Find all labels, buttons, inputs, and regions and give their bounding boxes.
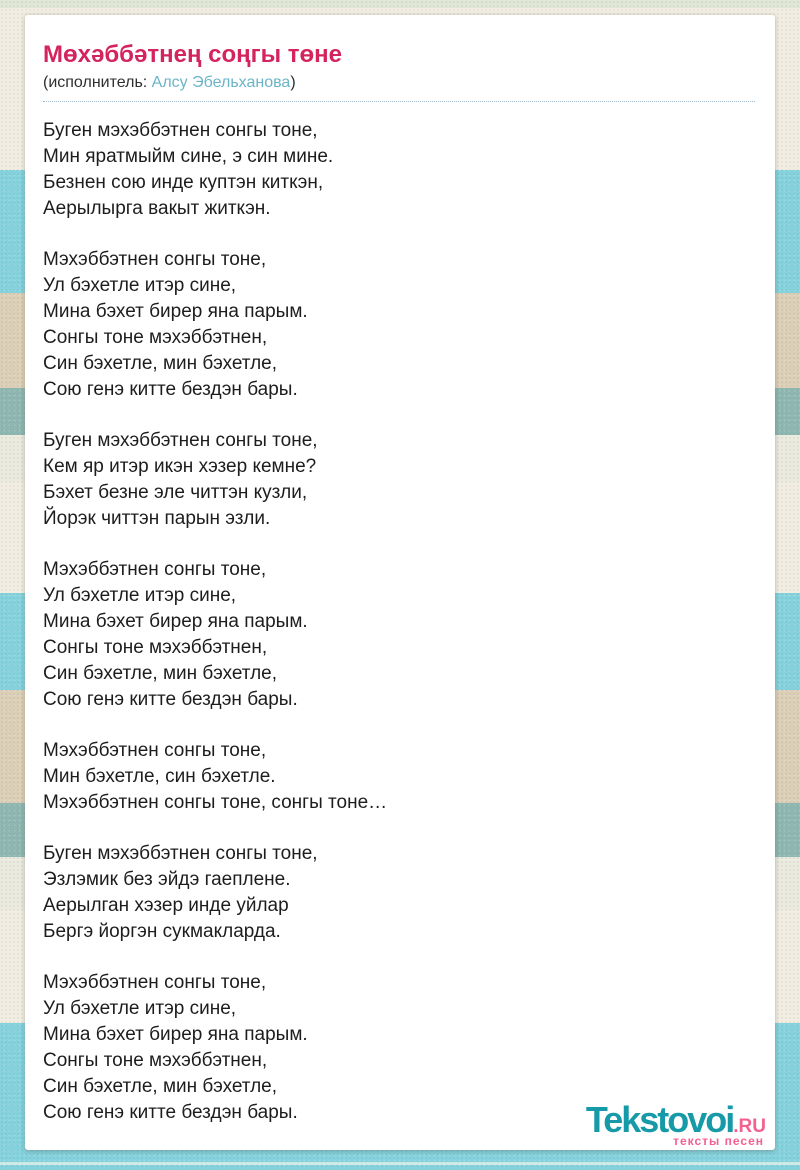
lyrics-text	[43, 118, 755, 1126]
lyrics-stanza: Буген мэхэббэтнен сонгы тоне, Мин яратмыйм сине, э син мине. Безнен сою инде куптэн киткэн, Аерылырга вакыт житкэн.	[43, 119, 334, 219]
lyrics-panel	[25, 15, 775, 1150]
site-logo-domain: .RU	[733, 1116, 766, 1137]
bottom-divider-line	[0, 1162, 800, 1165]
artist-label: (исполнитель:	[43, 73, 152, 91]
lyrics-stanza: Мэхэббэтнен сонгы тоне, Мин бэхетле, син бэхетле. Мэхэббэтнен сонгы тоне, сонгы тоне…	[43, 739, 388, 813]
lyrics-stanza: Мэхэббэтнен сонгы тоне, Ул бэхетле итэр сине, Мина бэхет бирер яна парым. Сонгы тоне мэхэббэтнен, Син бэхетле, мин бэхетле, Сою генэ китте бездэн бары.	[43, 558, 308, 710]
artist-label-close: )	[290, 73, 296, 91]
site-logo-text: Tekstovoi	[585, 1099, 734, 1140]
artist-line	[43, 74, 755, 102]
artist-link[interactable]: Алсу Эбельханова	[151, 73, 291, 91]
site-logo[interactable]	[580, 1099, 766, 1148]
page-title: Мөхәббәтнең соңгы төне	[43, 41, 343, 68]
lyrics-stanza: Мэхэббэтнен сонгы тоне, Ул бэхетле итэр сине, Мина бэхет бирер яна парым. Сонгы тоне мэхэббэтнен, Син бэхетле, мин бэхетле, Сою генэ китте бездэн бары.	[43, 971, 308, 1123]
site-logo-tagline: тексты песен	[673, 1134, 764, 1148]
lyrics-stanza: Мэхэббэтнен сонгы тоне, Ул бэхетле итэр сине, Мина бэхет бирер яна парым. Сонгы тоне мэхэббэтнен, Син бэхетле, мин бэхетле, Сою генэ китте бездэн бары.	[43, 248, 308, 400]
lyrics-stanza: Буген мэхэббэтнен сонгы тоне, Эзлэмик без эйдэ гаеплене. Аерылган хэзер инде уйлар Бергэ йоргэн сукмакларда.	[43, 842, 318, 942]
lyrics-stanza: Буген мэхэббэтнен сонгы тоне, Кем яр итэр икэн хэзер кемне? Бэхет безне эле читтэн кузли, Йорэк читтэн парын эзли.	[43, 429, 318, 529]
